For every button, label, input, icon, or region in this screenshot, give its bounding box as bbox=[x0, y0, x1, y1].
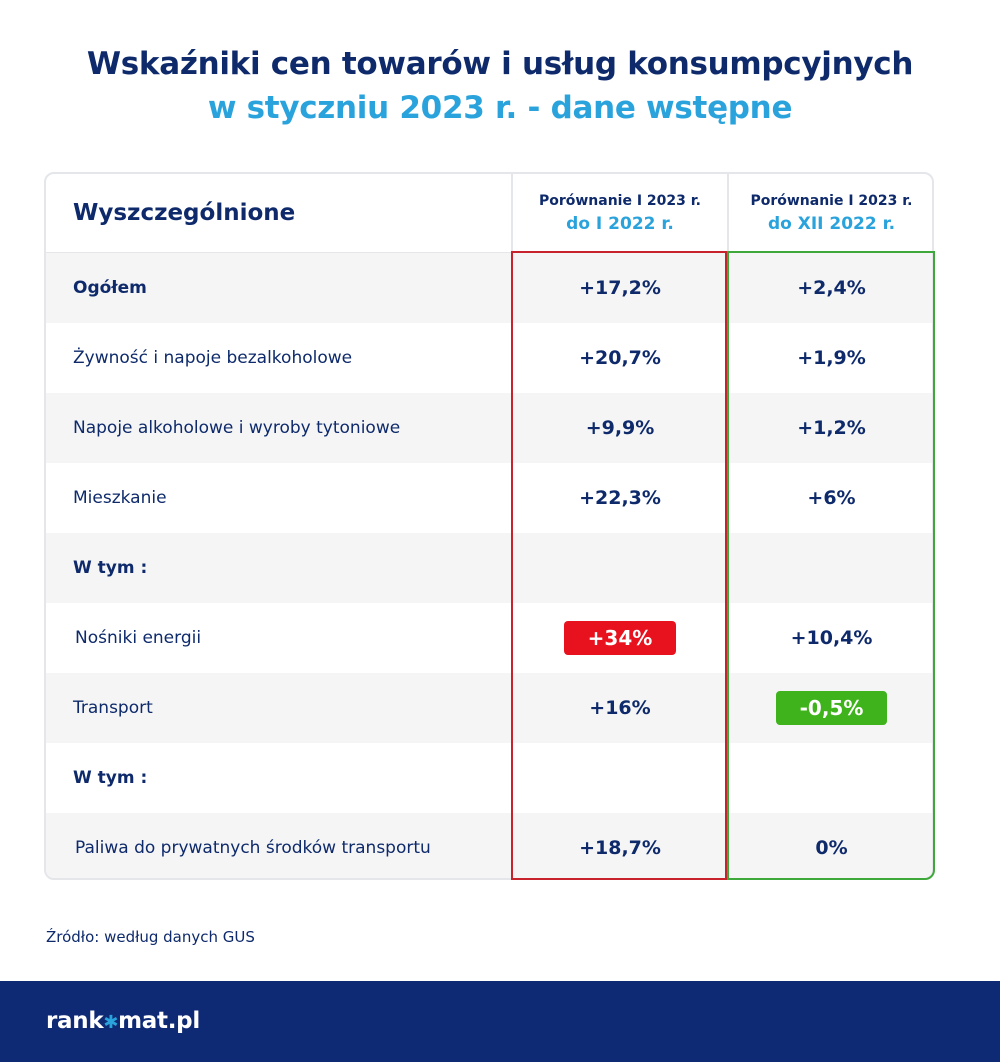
logo-text-start: rank bbox=[46, 1008, 104, 1034]
title-line-2: w styczniu 2023 r. - dane wstępne bbox=[207, 90, 793, 126]
table-row bbox=[46, 673, 932, 743]
row-label: Ogółem bbox=[73, 278, 147, 298]
row-yoy-value: +22,3% bbox=[579, 487, 661, 509]
page-title bbox=[0, 42, 1000, 130]
row-mom-value: +6% bbox=[807, 487, 856, 509]
table-row bbox=[46, 393, 932, 463]
row-yoy-value: +17,2% bbox=[579, 277, 661, 299]
highlight-badge-red: +34% bbox=[564, 621, 677, 655]
row-label: Transport bbox=[73, 698, 153, 718]
highlight-badge-green: -0,5% bbox=[776, 691, 888, 725]
row-mom-value: +1,2% bbox=[797, 417, 866, 439]
row-label: Mieszkanie bbox=[73, 488, 167, 508]
row-label: Żywność i napoje bezalkoholowe bbox=[73, 348, 353, 368]
header-yoy-line-2: do I 2022 r. bbox=[566, 214, 674, 234]
logo-star-icon: ✱ bbox=[103, 1012, 119, 1033]
row-label: Paliwa do prywatnych środków transportu bbox=[75, 838, 431, 858]
row-yoy-value: +18,7% bbox=[579, 837, 661, 859]
table-row bbox=[46, 813, 932, 880]
table-header bbox=[46, 174, 932, 254]
table-row bbox=[46, 323, 932, 393]
table-row bbox=[46, 533, 932, 603]
row-mom-value: 0% bbox=[815, 837, 848, 859]
row-label-subgroup: W tym : bbox=[73, 558, 148, 578]
row-yoy-value-cell bbox=[513, 603, 727, 673]
row-yoy-value: +20,7% bbox=[579, 347, 661, 369]
row-label: Nośniki energii bbox=[75, 628, 202, 648]
row-mom-value-cell bbox=[729, 673, 934, 743]
row-yoy-value: +9,9% bbox=[585, 417, 655, 439]
header-mom-line-1: Porównanie I 2023 r. bbox=[750, 193, 913, 209]
price-index-table bbox=[44, 172, 934, 880]
header-mom bbox=[729, 174, 934, 252]
row-mom-value: +1,9% bbox=[797, 347, 866, 369]
row-mom-value: +10,4% bbox=[790, 627, 873, 649]
header-yoy-line-1: Porównanie I 2023 r. bbox=[538, 193, 702, 209]
row-mom-value: +2,4% bbox=[797, 277, 866, 299]
header-description: Wyszczególnione bbox=[73, 200, 296, 226]
table-row bbox=[46, 603, 932, 673]
logo-text-end: mat.pl bbox=[118, 1008, 200, 1034]
header-yoy bbox=[513, 174, 727, 252]
table-row bbox=[46, 253, 932, 323]
source-note: Źródło: według danych GUS bbox=[46, 928, 255, 946]
rankomat-logo bbox=[46, 981, 200, 1062]
header-mom-line-2: do XII 2022 r. bbox=[767, 214, 896, 234]
row-label: Napoje alkoholowe i wyroby tytoniowe bbox=[73, 418, 401, 438]
row-label-subgroup: W tym : bbox=[73, 768, 148, 788]
footer-bar bbox=[0, 981, 1000, 1062]
title-line-1: Wskaźniki cen towarów i usług konsumpcyjnych bbox=[86, 46, 914, 82]
row-yoy-value: +16% bbox=[589, 697, 651, 719]
table-row bbox=[46, 743, 932, 813]
table-row bbox=[46, 463, 932, 533]
